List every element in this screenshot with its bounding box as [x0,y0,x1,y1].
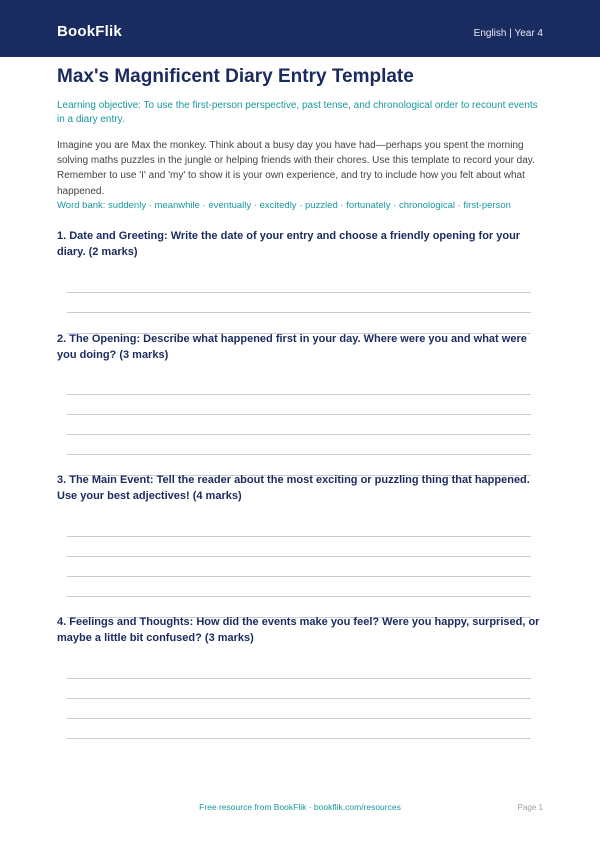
answer-line[interactable] [67,576,531,577]
answer-line[interactable] [67,698,531,699]
intro-paragraph: Imagine you are Max the monkey. Think about a busy day you have had—perhaps you spent the morning solving maths puzzles in the jungle or helping friends with their chores. Use this template to record your day. Remember to use 'I' and 'my' to show it is your own experience, and try to include how you felt about what happened. [57,140,535,197]
word-bank: Word bank: suddenly · meanwhile · eventually · excitedly · puzzled · fortunately · chronological · first-person [57,200,511,211]
question-4: 4. Feelings and Thoughts: How did the events make you feel? Were you happy, surprised, or maybe a little bit confused? (3 marks) [57,616,540,644]
answer-line[interactable] [67,596,531,597]
page-title: Max's Magnificent Diary Entry Template [57,66,414,87]
page-header [0,0,600,57]
question-2: 2. The Opening: Describe what happened first in your day. Where were you and what were you doing? (3 marks) [57,333,527,361]
question-1: 1. Date and Greeting: Write the date of your entry and choose a friendly opening for your diary. (2 marks) [57,230,521,258]
footer-resource-link[interactable]: Free resource from BookFlik · bookflik.com/resources [199,802,401,812]
subject-year-label: English | Year 4 [473,28,543,39]
answer-line[interactable] [67,434,531,435]
answer-line[interactable] [67,394,531,395]
answer-line[interactable] [67,292,531,293]
answer-line[interactable] [67,556,531,557]
answer-line[interactable] [67,312,531,313]
answer-line[interactable] [67,414,531,415]
brand-logo[interactable]: BookFlik [57,23,122,40]
answer-line[interactable] [67,738,531,739]
answer-line[interactable] [67,536,531,537]
answer-line[interactable] [67,454,531,455]
answer-line[interactable] [67,678,531,679]
page-number: Page 1 [517,803,543,812]
answer-line[interactable] [67,718,531,719]
question-3: 3. The Main Event: Tell the reader about the most exciting or puzzling thing that happened. Use your best adjectives! (4 marks) [57,474,530,502]
learning-objective: Learning objective: To use the first-person perspective, past tense, and chronological order to recount events in a diary entry. [57,100,538,125]
